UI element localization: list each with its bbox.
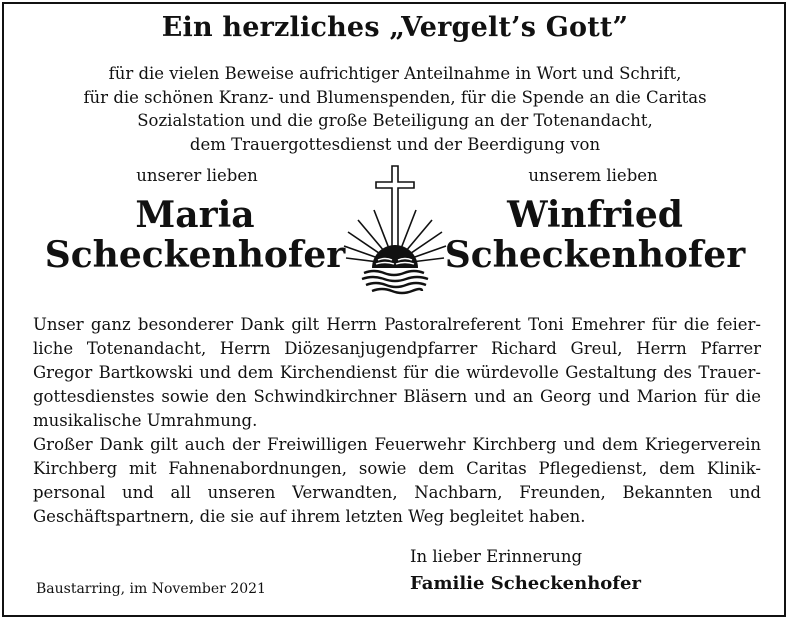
body-line: personal und all unseren Verwandten, Nachbarn, Freunden, Bekannten und xyxy=(33,483,761,502)
left-first-name: Maria xyxy=(135,194,255,236)
right-last-name: Scheckenhofer xyxy=(444,234,746,276)
closing-line: In lieber Erinnerung xyxy=(410,547,583,566)
intro-line: für die vielen Beweise aufrichtiger Anteilnahme in Wort und Schrift, xyxy=(108,64,682,83)
intro-paragraph xyxy=(0,62,790,156)
body-line: gottesdienstes sowie den Schwindkirchner Bläsern und an Georg und Marion für die xyxy=(33,387,761,406)
intro-line: Sozialstation und die große Beteiligung an der Totenandacht, xyxy=(137,111,653,130)
body-line: liche Totenandacht, Herrn Diözesanjugendpfarrer Richard Greul, Herrn Pfarrer xyxy=(33,339,761,358)
left-last-name: Scheckenhofer xyxy=(44,234,346,276)
place-date: Baustarring, im November 2021 xyxy=(36,581,266,597)
body-line: musikalische Umrahmung. xyxy=(33,411,258,430)
body-line: Geschäftspartnern, die sie auf ihrem letzten Weg begleitet haben. xyxy=(33,507,586,526)
body-paragraph xyxy=(33,313,761,529)
body-line: Gregor Bartkowski und dem Kirchendienst für die würdevolle Gestaltung des Trauer- xyxy=(33,363,761,382)
left-person-lead: unserer lieben xyxy=(136,166,258,185)
right-first-name: Winfried xyxy=(507,194,683,236)
body-line: Kirchberg mit Fahnenabordnungen, sowie dem Caritas Pflegedienst, dem Klinik- xyxy=(33,459,761,478)
body-line: Großer Dank gilt auch der Freiwilligen Feuerwehr Kirchberg und dem Kriegerverein xyxy=(33,435,761,454)
right-person-name xyxy=(430,195,760,275)
notice-heading: Ein herzliches „Vergelt’s Gott” xyxy=(161,12,629,43)
intro-line: dem Trauergottesdienst und der Beerdigung von xyxy=(189,134,601,154)
right-person-lead: unserem lieben xyxy=(528,166,658,185)
family-signature: Familie Scheckenhofer xyxy=(410,573,641,594)
cross-sunrise-water-icon xyxy=(338,160,452,300)
left-person-name xyxy=(30,195,360,275)
body-line: Unser ganz besonderer Dank gilt Herrn Pastoralreferent Toni Emehrer für die feier- xyxy=(33,315,761,334)
intro-line: für die schönen Kranz- und Blumenspenden, für die Spende an die Caritas xyxy=(83,87,707,107)
